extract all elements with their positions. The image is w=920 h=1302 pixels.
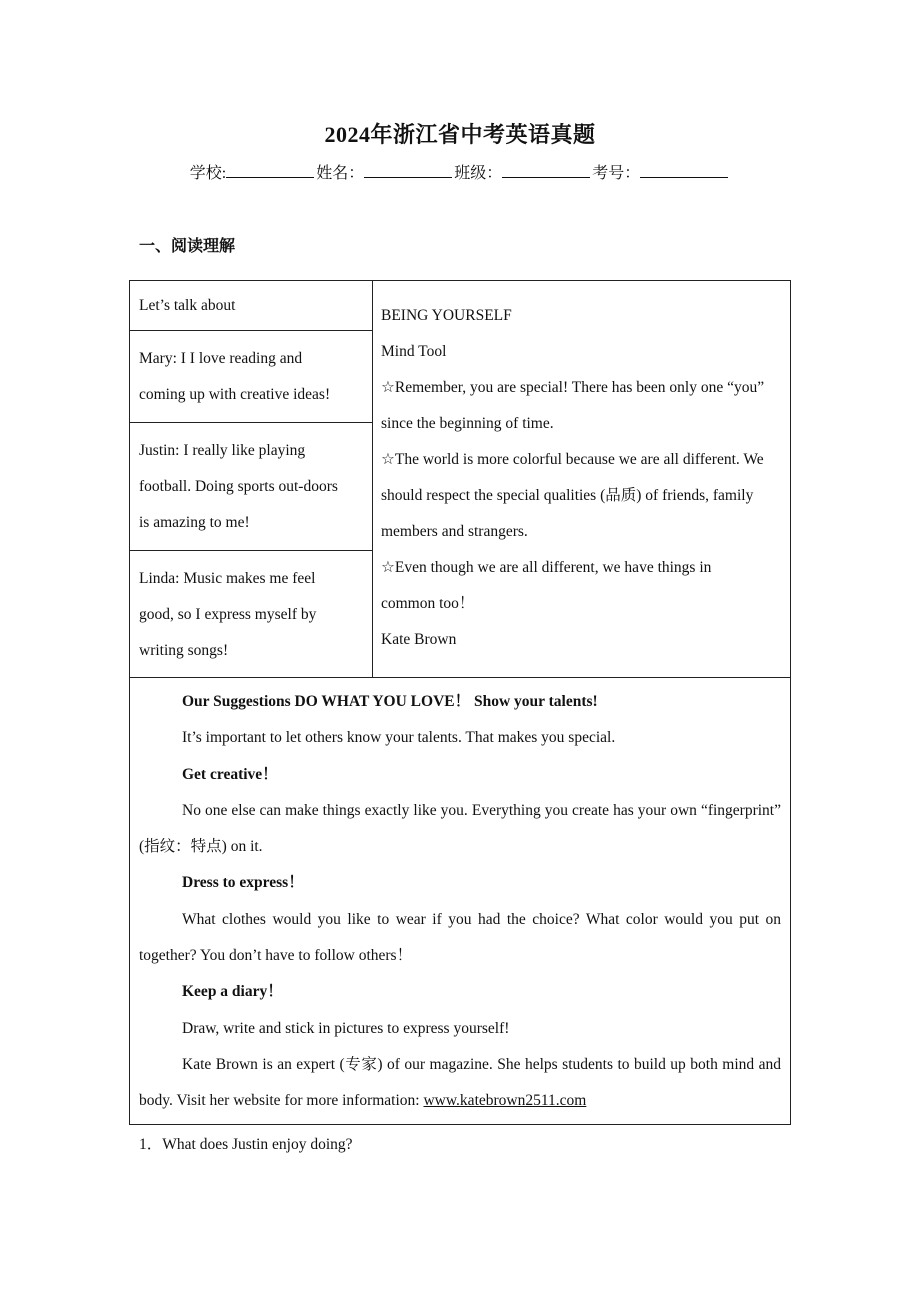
right-panel-line: common too！	[381, 595, 475, 612]
right-panel-line: ☆The world is more colorful because we are all different. We	[381, 451, 764, 468]
right-panel-subtitle: Mind Tool	[381, 343, 447, 360]
page-title: 2024年浙江省中考英语真题	[324, 122, 596, 147]
creative-heading: Get creative！	[182, 765, 278, 783]
justin-line: football. Doing sports out-doors	[139, 478, 338, 495]
school-label: 学校:	[189, 165, 227, 182]
name-blank[interactable]	[364, 162, 452, 178]
school-blank[interactable]	[226, 162, 314, 178]
suggestions-heading: Our Suggestions DO WHAT YOU LOVE！ Show your talents!	[182, 693, 598, 710]
left-panel	[130, 281, 373, 677]
right-panel-line: ☆Even though we are all different, we have things in	[381, 559, 712, 576]
name-label: 姓名：	[316, 165, 365, 182]
linda-cell	[130, 551, 372, 678]
talents-text: It’s important to let others know your talents. That makes you special.	[182, 729, 616, 747]
right-panel-line: ☆Remember, you are special! There has been only one “you”	[381, 379, 765, 396]
right-panel-title: BEING YOURSELF	[381, 307, 512, 324]
diary-heading: Keep a diary！	[182, 983, 283, 1001]
justin-line: Justin: I really like playing	[139, 442, 306, 459]
right-panel	[381, 298, 783, 658]
class-label: 班级：	[454, 165, 503, 182]
dress-heading: Dress to express！	[182, 874, 304, 892]
mary-cell	[130, 331, 372, 423]
right-panel-line: since the beginning of time.	[381, 415, 554, 432]
right-panel-line: should respect the special qualities (品质) of friends, family	[381, 487, 754, 504]
exam-no-blank[interactable]	[640, 162, 728, 178]
linda-line: good, so I express myself by	[139, 606, 317, 623]
reading-passage-bottom	[129, 677, 791, 1125]
right-panel-author: Kate Brown	[381, 631, 457, 648]
expert-text: Kate Brown is an expert (专家) of our magazine. She helps students to build up both mind and body. Visit her website for more information:	[139, 1055, 781, 1110]
mary-line: Mary: I I love reading and	[139, 350, 303, 367]
exam-no-label: 考号：	[592, 165, 641, 182]
justin-line: is amazing to me!	[139, 514, 250, 531]
class-blank[interactable]	[502, 162, 590, 178]
diary-text: Draw, write and stick in pictures to express yourself!	[182, 1019, 510, 1037]
question-1: 1．What does Justin enjoy doing?	[139, 1136, 353, 1153]
justin-cell	[130, 423, 372, 551]
talk-heading-cell	[130, 281, 372, 331]
creative-text: No one else can make things exactly like you. Everything you create has your own “fingerprint” (指纹：特点) on it.	[139, 801, 781, 856]
expert-paragraph	[139, 1047, 781, 1120]
website-link[interactable]: www.katebrown2511.com	[423, 1092, 587, 1110]
reading-passage-top	[129, 280, 791, 678]
mary-line: coming up with creative ideas!	[139, 386, 331, 403]
linda-line: writing songs!	[139, 642, 229, 659]
right-panel-line: members and strangers.	[381, 523, 528, 540]
linda-line: Linda: Music makes me feel	[139, 570, 316, 587]
section-heading: 一、阅读理解	[139, 238, 236, 255]
dress-text: What clothes would you like to wear if you had the choice? What color would you put on together? You don’t have to follow others！	[139, 910, 781, 965]
talk-heading: Let’s talk about	[139, 297, 236, 314]
student-info-line	[0, 160, 920, 183]
